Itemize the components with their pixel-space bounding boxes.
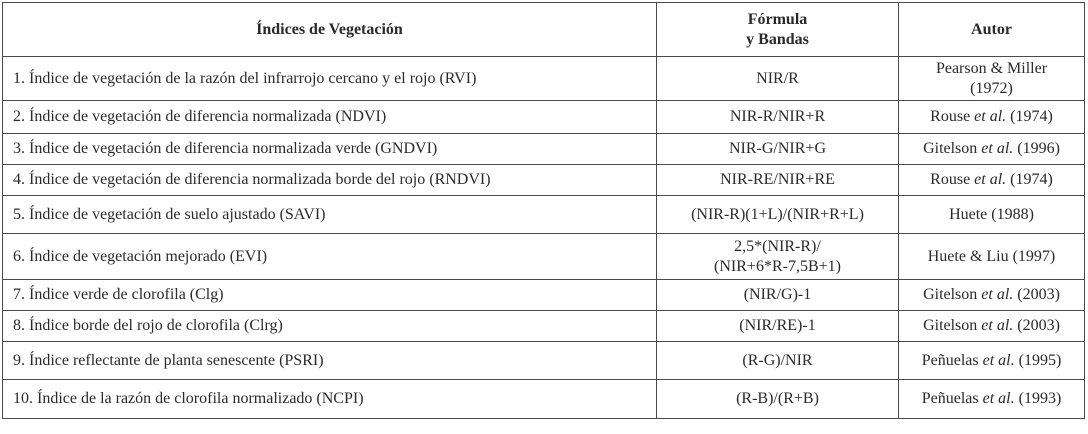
author-et-al: et al.: [981, 140, 1014, 157]
formula-text: NIR-R/NIR+R: [729, 108, 826, 125]
author-line: [899, 107, 1084, 127]
author-cell: [899, 234, 1085, 280]
formula-cell: [657, 234, 899, 280]
author-year: (2003): [1013, 286, 1060, 303]
formula-text: (NIR/RE)-1: [739, 317, 816, 334]
formula-cell: [657, 280, 899, 311]
table-row: [3, 234, 1085, 280]
formula-cell: [657, 101, 899, 134]
index-name-cell: 5. Índice de vegetación de suelo ajustado (SAVI): [3, 196, 657, 234]
author-cell: [899, 380, 1085, 419]
table-row: [3, 342, 1085, 380]
table-row: [3, 134, 1085, 165]
author-et-al: et al.: [974, 171, 1007, 188]
author-line: [899, 389, 1084, 409]
formula-text-line2: (NIR+6*R-7,5B+1): [714, 257, 841, 275]
author-year: (1993): [1014, 390, 1062, 407]
author-name: Pearson & Miller: [935, 59, 1048, 77]
header-formula: [657, 3, 899, 57]
formula-text: (NIR-R)(1+L)/(NIR+R+L): [691, 205, 864, 223]
header-index: Índices de Vegetación: [3, 3, 657, 57]
author-name: Gitelson: [923, 317, 982, 334]
index-name-cell: 4. Índice de vegetación de diferencia normalizada borde del rojo (RNDVI): [3, 165, 657, 196]
author-cell: [899, 311, 1085, 342]
author-et-al: et al.: [981, 317, 1014, 334]
author-cell: [899, 101, 1085, 134]
index-name-cell: 8. Índice borde del rojo de clorofila (Clrg): [3, 311, 657, 342]
formula-cell: [657, 57, 899, 101]
author-cell: [899, 280, 1085, 311]
index-name-cell: 7. Índice verde de clorofila (Clg): [3, 280, 657, 311]
author-name: Gitelson: [923, 140, 982, 157]
header-author: Autor: [899, 3, 1085, 57]
formula-text: NIR-G/NIR+G: [728, 140, 826, 157]
author-year: (1996): [1013, 140, 1060, 157]
author-line: [899, 170, 1084, 190]
author-year: (1995): [1014, 351, 1062, 369]
index-name-cell: 1. Índice de vegetación de la razón del infrarrojo cercano y el rojo (RVI): [3, 57, 657, 101]
author-year-line2: (1972): [970, 79, 1013, 97]
index-name-cell: 3. Índice de vegetación de diferencia normalizada verde (GNDVI): [3, 134, 657, 165]
author-line: [899, 351, 1084, 371]
author-name: Huete (1988): [949, 205, 1034, 223]
author-name: Peñuelas: [921, 390, 983, 407]
author-year: (1974): [1006, 108, 1053, 125]
formula-cell: [657, 134, 899, 165]
author-cell: [899, 196, 1085, 234]
author-name: Rouse: [930, 171, 975, 188]
author-et-al: et al.: [982, 351, 1015, 369]
table-row: [3, 196, 1085, 234]
author-cell: [899, 57, 1085, 101]
header-formula-line2: y Bandas: [746, 30, 809, 48]
author-line: [899, 59, 1084, 79]
formula-text: NIR/R: [756, 69, 799, 87]
table-row: [3, 380, 1085, 419]
index-name-cell: 9. Índice reflectante de planta senescente (PSRI): [3, 342, 657, 380]
table-row: [3, 311, 1085, 342]
formula-text: 2,5*(NIR-R)/: [734, 237, 821, 255]
formula-cell: [657, 380, 899, 419]
index-name-cell: 6. Índice de vegetación mejorado (EVI): [3, 234, 657, 280]
author-et-al: et al.: [974, 108, 1007, 125]
formula-cell: [657, 165, 899, 196]
formula-cell: [657, 196, 899, 234]
author-line: [899, 139, 1084, 159]
author-line: [899, 247, 1084, 267]
author-cell: [899, 342, 1085, 380]
table-row: [3, 165, 1085, 196]
author-line: [899, 285, 1084, 305]
table-row: [3, 101, 1085, 134]
author-year: (1974): [1006, 171, 1053, 188]
formula-text: (R-G)/NIR: [742, 351, 813, 369]
index-name-cell: 2. Índice de vegetación de diferencia normalizada (NDVI): [3, 101, 657, 134]
author-name: Huete & Liu (1997): [927, 247, 1056, 265]
formula-cell: [657, 342, 899, 380]
header-formula-line1: Fórmula: [747, 10, 808, 28]
vegetation-indices-table: [2, 2, 1085, 419]
author-cell: [899, 134, 1085, 165]
table-row: [3, 57, 1085, 101]
author-line: [899, 205, 1084, 225]
author-et-al: et al.: [982, 390, 1015, 407]
formula-text: NIR-RE/NIR+RE: [720, 171, 835, 188]
index-name-cell: 10. Índice de la razón de clorofila normalizado (NCPI): [3, 380, 657, 419]
table-body: [3, 57, 1085, 419]
author-cell: [899, 165, 1085, 196]
author-name: Gitelson: [923, 286, 982, 303]
table-row: [3, 280, 1085, 311]
author-name: Rouse: [930, 108, 975, 125]
author-year: (2003): [1013, 317, 1060, 334]
formula-text: (NIR/G)-1: [743, 286, 812, 303]
author-name: Peñuelas: [921, 351, 983, 369]
author-line: [899, 316, 1084, 336]
header-row: [3, 3, 1085, 57]
formula-text: (R-B)/(R+B): [736, 390, 819, 407]
formula-cell: [657, 311, 899, 342]
author-et-al: et al.: [981, 286, 1014, 303]
